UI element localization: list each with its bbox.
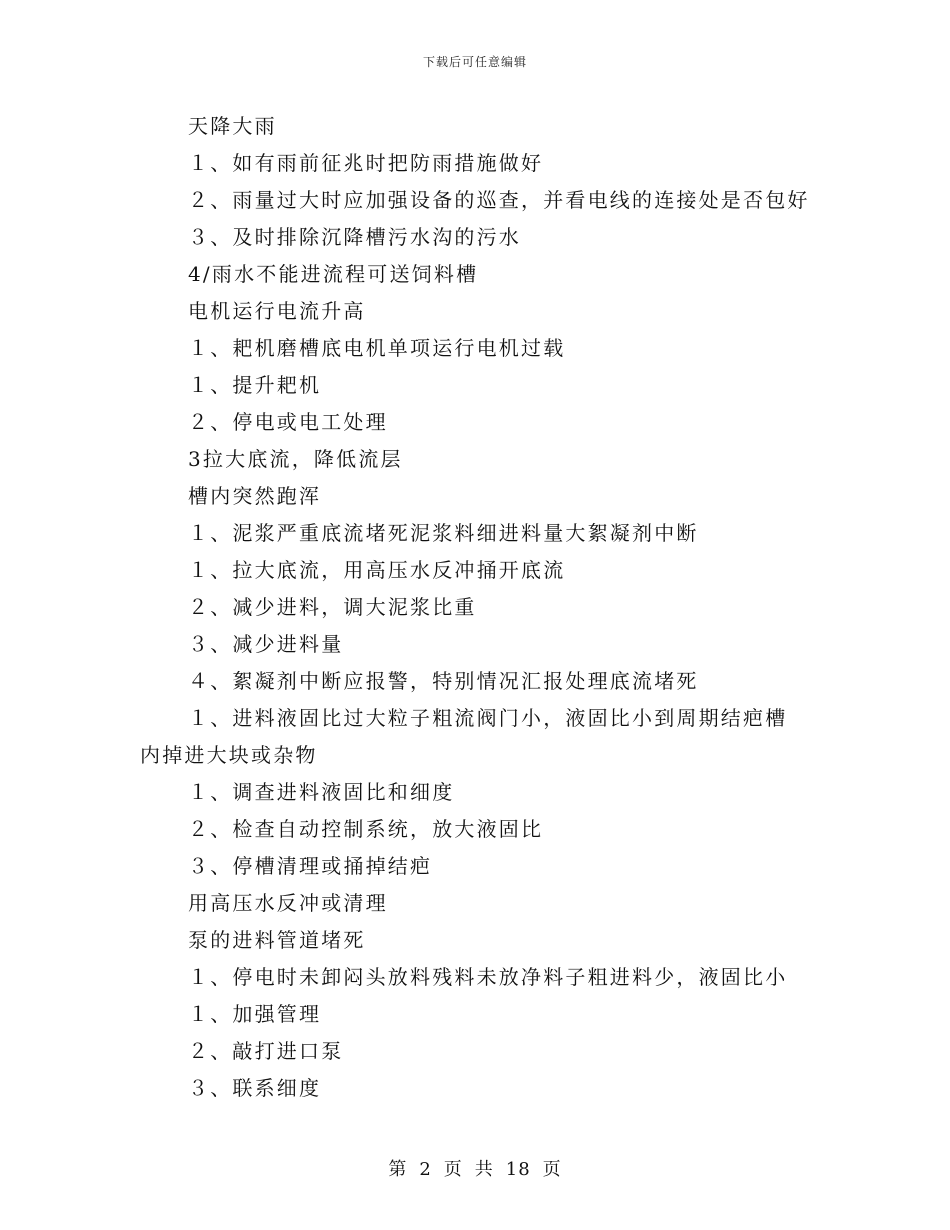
- footer-page-word: 页: [443, 1159, 463, 1180]
- list-item: ２、检查自动控制系统，放大液固比: [188, 817, 544, 841]
- list-item: １、耙机磨槽底电机单项运行电机过载: [188, 336, 566, 360]
- section-heading: 泵的进料管道堵死: [188, 928, 366, 952]
- total-page-count: 18: [505, 1159, 531, 1180]
- list-item: １、泥浆严重底流堵死泥浆料细进料量大絮凝剂中断: [188, 521, 699, 545]
- list-item: ３、停槽清理或捅掉结疤: [188, 854, 433, 878]
- list-item: ２、敲打进口泵: [188, 1039, 344, 1063]
- list-item: １、加强管理: [188, 1002, 322, 1026]
- list-item: １、调查进料液固比和细度: [188, 780, 455, 804]
- list-item: 3拉大底流，降低流层: [188, 447, 403, 471]
- list-item: １、提升耙机: [188, 373, 322, 397]
- list-item: 4/雨水不能进流程可送饲料槽: [188, 262, 479, 286]
- list-item: ２、雨量过大时应加强设备的巡查，并看电线的连接处是否包好: [188, 188, 810, 212]
- list-item: 用高压水反冲或清理: [188, 891, 388, 915]
- list-item: ３、减少进料量: [188, 632, 344, 656]
- list-item: １、拉大底流，用高压水反冲捅开底流: [188, 558, 566, 582]
- footer-prefix: 第: [388, 1159, 408, 1180]
- footer-suffix: 页: [542, 1159, 562, 1180]
- page-footer: [0, 1155, 950, 1181]
- footer-total-word: 共: [474, 1159, 494, 1180]
- list-item: ２、减少进料，调大泥浆比重: [188, 595, 477, 619]
- section-heading: 天降大雨: [188, 114, 277, 138]
- list-item: １、停电时未卸闷头放料残料未放净料子粗进料少，液固比小: [188, 965, 788, 989]
- section-heading: 槽内突然跑浑: [188, 484, 322, 508]
- wrapped-paragraph: １、进料液固比过大粒子粗流阀门小，液固比小到周期结疤槽内掉进大块或杂物: [140, 706, 788, 767]
- list-item: １、如有雨前征兆时把防雨措施做好: [188, 151, 544, 175]
- list-item: ４、絮凝剂中断应报警，特别情况汇报处理底流堵死: [188, 669, 699, 693]
- page-header: 下载后可任意编辑: [422, 55, 527, 69]
- list-item: ３、联系细度: [188, 1076, 322, 1100]
- section-heading: 电机运行电流升高: [188, 299, 366, 323]
- document-body: [140, 108, 820, 1107]
- list-item: ３、及时排除沉降槽污水沟的污水: [188, 225, 521, 249]
- current-page-number: 2: [419, 1159, 432, 1180]
- list-item: ２、停电或电工处理: [188, 410, 388, 434]
